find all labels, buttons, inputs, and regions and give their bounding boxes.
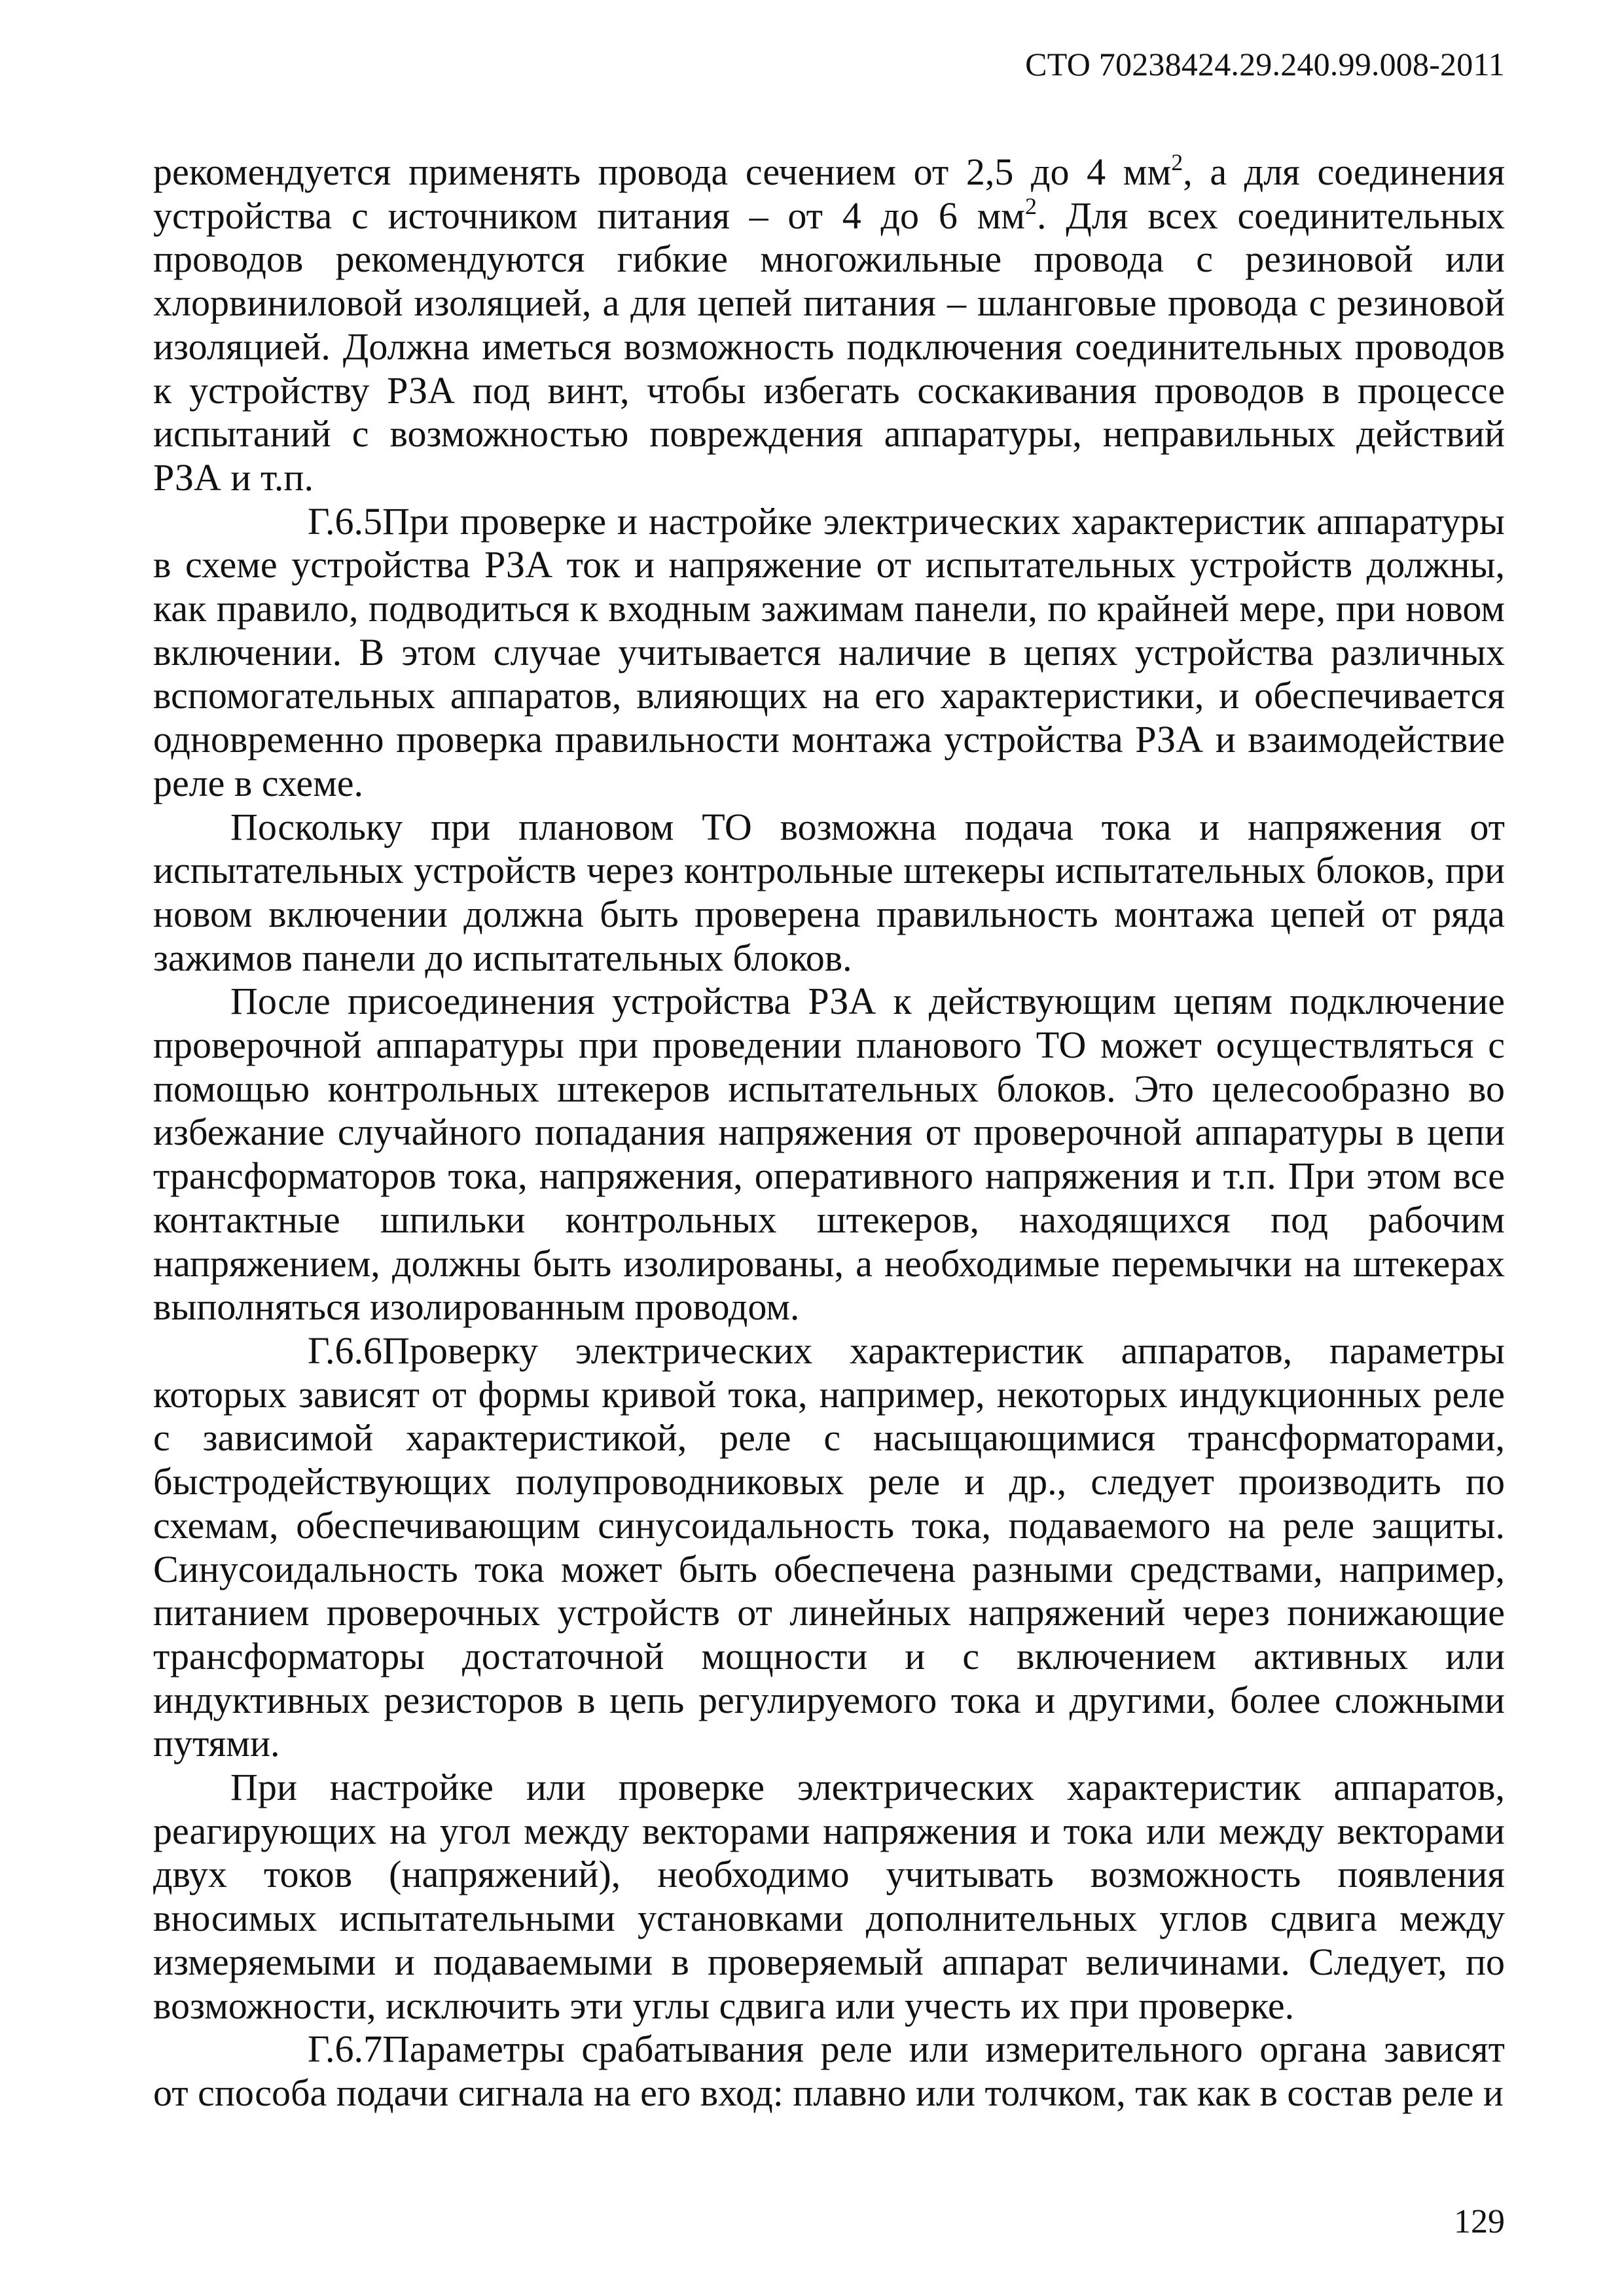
clause-number: Г.6.7 [308, 2028, 382, 2071]
clause-number: Г.6.5 [308, 499, 382, 543]
paragraph: После присоединения устройства РЗА к действующим цепям подключение проверочной аппаратуры при проведении планового ТО может осуществляться с помощью контрольных штекеров испытательных блоков. Это целесообразно во избежание случайного попадания напряжения от проверочной аппаратуры в цепи трансформаторов тока, напряжения, оперативного напряжения и т.п. При этом все контактные шпильки контрольных штекеров, находящихся под рабочим напряжением, должны быть изолированы, а необходимые перемычки на штекерах выполняться изолированным проводом. [153, 980, 1505, 1329]
paragraph-continuation [153, 151, 1505, 500]
clause-g-6-5 [153, 500, 1505, 806]
paragraph-text: рекомендуется применять провода сечением от 2,5 до 4 мм [153, 151, 1172, 193]
clause-g-6-7 [153, 2028, 1505, 2115]
clause-number: Г.6.6 [308, 1329, 382, 1372]
clause-g-6-6 [153, 1329, 1505, 1766]
superscript: 2 [1025, 192, 1037, 219]
document-code: СТО 70238424.29.240.99.008-2011 [1025, 46, 1505, 82]
paragraph-text: , а для соединения устройства с источником питания – от 4 до 6 мм [153, 151, 1506, 237]
page-number: 129 [1454, 2203, 1505, 2240]
clause-text: Проверку электрических характеристик аппаратов, параметры которых зависят от формы кривой тока, например, некоторых индукционных реле с зависимой характеристикой, реле с насыщающимися трансформаторами, быстродействующих полупроводниковых реле и др., следует производить по схемам, обеспечивающим синусоидальность тока, подаваемого на реле защиты. Синусоидальность тока может быть обеспечена разными средствами, например, питанием проверочных устройств от линейных напряжений через понижающие трансформаторы достаточной мощности и с включением активных или индуктивных резисторов в цепь регулируемого тока и другими, более сложными путями. [153, 1329, 1505, 1765]
paragraph: Поскольку при плановом ТО возможна подача тока и напряжения от испытательных устройств через контрольные штекеры испытательных блоков, при новом включении должна быть проверена правильность монтажа цепей от ряда зажимов панели до испытательных блоков. [153, 805, 1505, 979]
paragraph-text: . Для всех соединительных проводов рекомендуются гибкие многожильные провода с резиновой или хлорвиниловой изоляцией, а для цепей питания – шланговые провода с резиновой изоляцией. Должна иметься возможность подключения соединительных проводов к устройству РЗА под винт, чтобы избегать соскакивания проводов в процессе испытаний с возможностью повреждения аппаратуры, неправильных действий РЗА и т.п. [153, 194, 1506, 499]
clause-text: Параметры срабатывания реле или измерительного органа зависят от способа подачи сигнала на его вход: плавно или толчком, так как в состав реле и [153, 2028, 1505, 2114]
clause-text: При проверке и настройке электрических характеристик аппаратуры в схеме устройства РЗА ток и напряжение от испытательных устройств должны, как правило, подводиться к входным зажимам панели, по крайней мере, при новом включении. В этом случае учитывается наличие в цепях устройства различных вспомогательных аппаратов, влияющих на его характеристики, и обеспечивается одновременно проверка правильности монтажа устройства РЗА и взаимодействие реле в схеме. [153, 499, 1505, 804]
superscript: 2 [1171, 149, 1183, 175]
paragraph: При настройке или проверке электрических характеристик аппаратов, реагирующих на угол между векторами напряжения и тока или между векторами двух токов (напряжений), необходимо учитывать возможность появления вносимых испытательными установками дополнительных углов сдвига между измеряемыми и подаваемыми в проверяемый аппарат величинами. Следует, по возможности, исключить эти углы сдвига или учесть их при проверке. [153, 1766, 1505, 2027]
body-text [153, 151, 1505, 2115]
